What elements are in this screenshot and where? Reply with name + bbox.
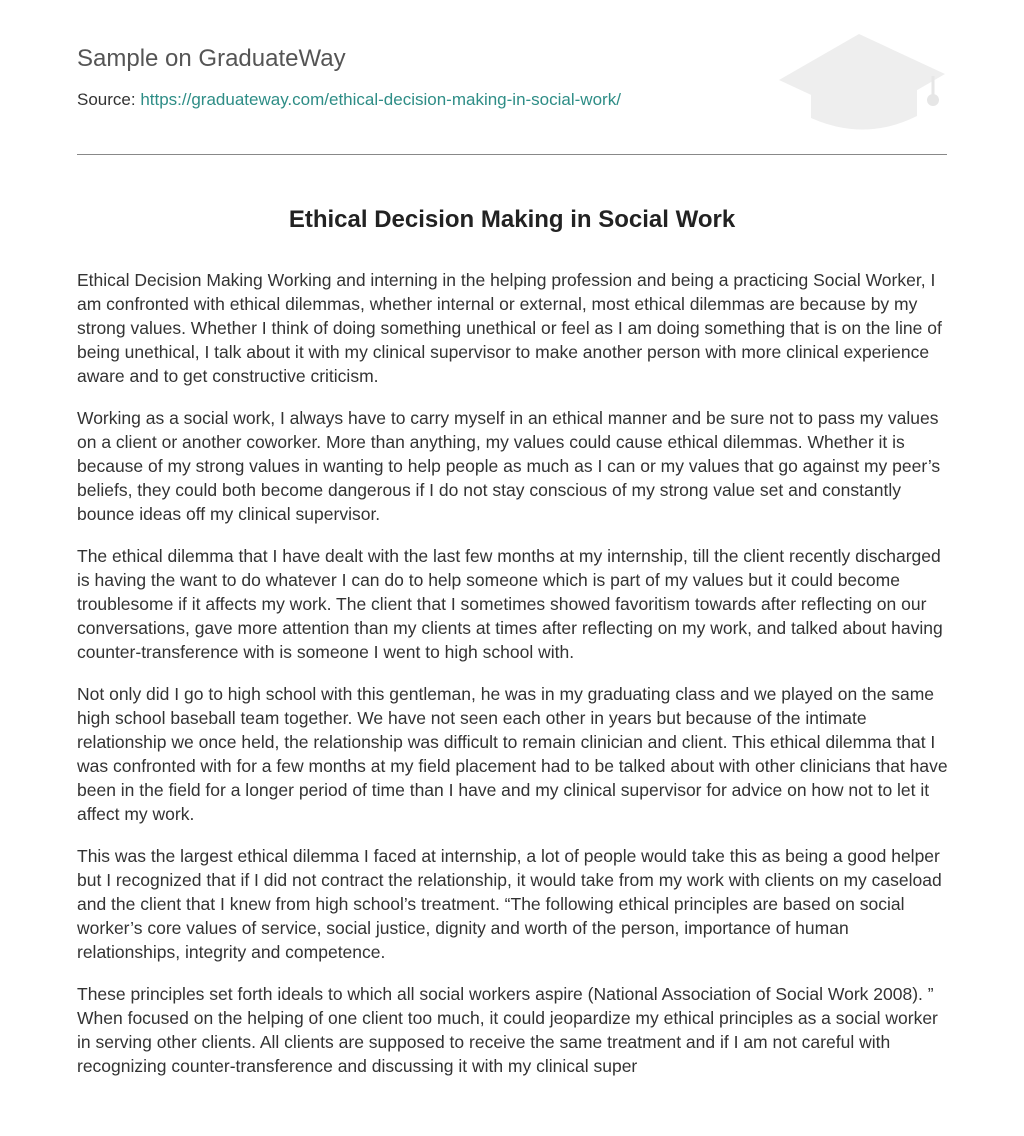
page-header bbox=[77, 0, 947, 156]
document-title: Ethical Decision Making in Social Work bbox=[288, 206, 736, 233]
document-body bbox=[77, 268, 949, 1088]
paragraph: Not only did I go to high school with this gentleman, he was in my graduating class and we played on the same high school baseball team together. We have not seen each other in years but because of the intimate relationship we once held, the relationship was difficult to remain clinician and client. This ethical dilemma that I was confronted with for a few months at my field placement had to be talked about with other clinicians that have been in the field for a longer period of time than I have and my clinical supervisor for advice on how not to let it affect my work. bbox=[77, 684, 948, 824]
paragraph: Working as a social work, I always have to carry myself in an ethical manner and be sure not to pass my values on a client or another coworker. More than anything, my values could cause ethical dilemmas. Whether it is because of my strong values in wanting to help people as much as I can or my values that go against my peer’s beliefs, they could both become dangerous if I do not stay conscious of my strong value set and constantly bounce ideas off my clinical supervisor. bbox=[77, 408, 941, 524]
source-link[interactable]: https://graduateway.com/ethical-decision-making-in-social-work/ bbox=[140, 90, 621, 109]
graduation-cap-icon bbox=[777, 30, 947, 134]
header-divider bbox=[77, 154, 947, 155]
paragraph: The ethical dilemma that I have dealt with the last few months at my internship, till the client recently discharged is having the want to do whatever I can do to help someone which is part of my values but it could become troublesome if it affects my work. The client that I sometimes showed favoritism towards after reflecting on our conversations, gave more attention than my clients at times after reflecting on my work, and talked about having counter-transference with is someone I went to high school with. bbox=[77, 546, 943, 662]
paragraph: Ethical Decision Making Working and interning in the helping profession and being a practicing Social Worker, I am confronted with ethical dilemmas, whether internal or external, most ethical dilemmas are because by my strong values. Whether I think of doing something unethical or feel as I am doing something that is on the line of being unethical, I talk about it with my clinical supervisor to make another person with more clinical experience aware and to get constructive criticism. bbox=[77, 270, 942, 386]
source-line bbox=[77, 89, 621, 111]
paragraph: This was the largest ethical dilemma I faced at internship, a lot of people would take this as being a good helper but I recognized that if I did not contract the relationship, it would take from my work with clients on my caseload and the client that I knew from high school’s treatment. “The following ethical principles are based on social worker’s core values of service, social justice, dignity and worth of the person, importance of human relationships, integrity and competence. bbox=[77, 846, 942, 962]
paragraph: These principles set forth ideals to which all social workers aspire (National Association of Social Work 2008). ” When focused on the helping of one client too much, it could jeopardize my ethical principles as a social worker in serving other clients. All clients are supposed to receive the same treatment and if I am not careful with recognizing counter-transference and discussing it with my clinical super bbox=[77, 984, 938, 1076]
source-label: Source: bbox=[77, 90, 136, 109]
site-title: Sample on GraduateWay bbox=[77, 45, 346, 72]
